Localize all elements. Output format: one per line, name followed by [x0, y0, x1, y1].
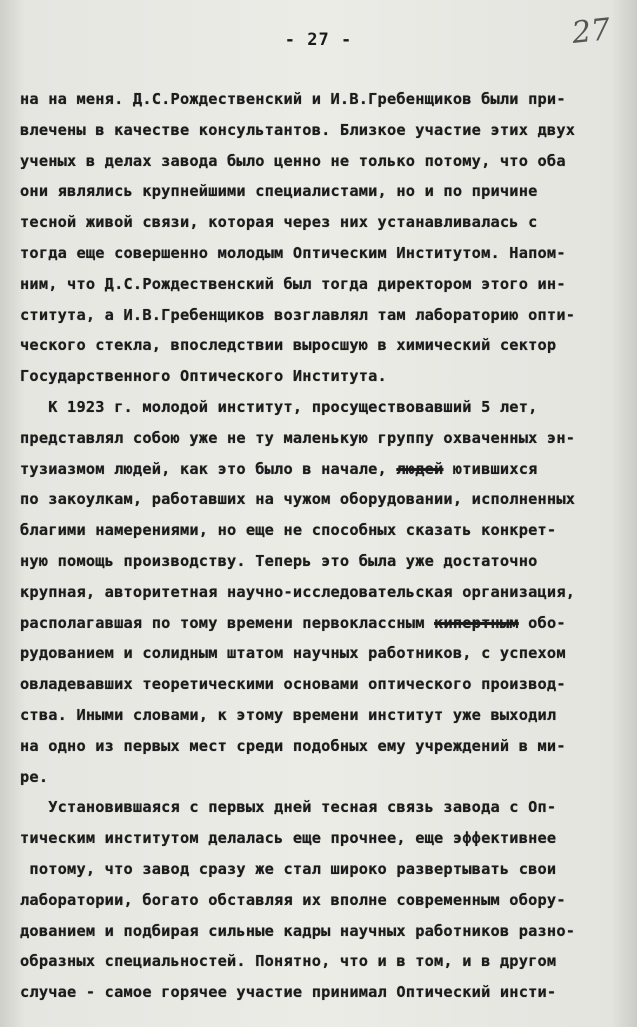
- text-line: [20, 367, 387, 385]
- line-text: благими намерениями, но еще не способных сказать конкрет-: [20, 521, 557, 540]
- line-text: ним, что Д.С.Рождественский был тогда директором этого ин-: [20, 274, 566, 293]
- text-line: [20, 768, 48, 786]
- line-text: ную помощь производству. Теперь это была уже достаточно: [20, 552, 538, 570]
- line-text: представлял собою уже не ту маленькую группу охваченных эн-: [20, 428, 576, 447]
- line-text: они являлись крупнейшими специалистами, но и по причине: [20, 182, 538, 201]
- line-text: рудованием и солидным штатом научных работников, с успехом: [20, 644, 566, 663]
- line-text: случае - самое горячее участие принимал Оптический инсти-: [20, 983, 557, 1002]
- text-line: [20, 398, 538, 416]
- text-line: [20, 860, 556, 878]
- text-line: [20, 306, 575, 324]
- line-text: тесной живой связи, которая через них устанавливалась с: [20, 213, 538, 232]
- text-line: [20, 460, 538, 478]
- text-line: [20, 213, 538, 231]
- page-number: - 27 -: [284, 30, 353, 50]
- text-line: [20, 429, 575, 447]
- text-line: [20, 737, 566, 755]
- text-line: [20, 490, 575, 508]
- text-line: [20, 521, 556, 539]
- text-line: [20, 90, 566, 108]
- line-text: ститута, а И.В.Гребенщиков возглавлял там лабораторию опти-: [20, 305, 576, 324]
- text-line: [20, 952, 556, 970]
- text-line: [20, 275, 566, 293]
- text-line: [20, 706, 556, 724]
- text-line: [20, 614, 566, 632]
- line-text: Государственного Оптического Института.: [20, 367, 387, 386]
- line-text: ре.: [20, 767, 49, 786]
- text-line: [20, 798, 556, 816]
- line-text: К 1923 г. молодой институт, просуществовавший 5 лет,: [20, 398, 538, 416]
- text-line: [20, 583, 575, 601]
- line-text: лаборатории, богато обставляя их вполне современным обору-: [20, 890, 566, 909]
- line-text: тическим институтом делалась еще прочнее, еще эффективнее: [20, 829, 557, 848]
- text-line: [20, 121, 575, 139]
- line-text: располагавшая по тому времени первоклассным: [20, 613, 435, 632]
- text-line: [20, 829, 556, 847]
- text-line: [20, 983, 556, 1001]
- line-text: на одно из первых мест среди подобных ему учреждений в ми-: [20, 736, 566, 755]
- line-text: тогда еще совершенно молодым Оптическим Институтом. Напом-: [20, 244, 566, 262]
- text-line: [20, 552, 538, 570]
- text-line: [20, 336, 556, 354]
- line-text: крупная, авторитетная научно-исследовательская организация,: [20, 582, 576, 601]
- text-line: [20, 891, 566, 909]
- line-text: овладевавших теоретическими основами оптического производ-: [20, 675, 566, 694]
- line-text: потому, что завод сразу же стал широко развертывать свои: [20, 860, 557, 878]
- line-text: Установившаяся с первых дней тесная связь завода с Оп-: [20, 798, 557, 817]
- text-line: [20, 152, 566, 170]
- line-text: ученых в делах завода было ценно не только потому, что оба: [20, 151, 566, 170]
- struck-word: кипертным: [434, 613, 519, 632]
- line-text: ютившихся: [443, 459, 538, 478]
- line-text: образных специальностей. Понятно, что и в том, и в другом: [20, 952, 557, 971]
- line-text: по закоулкам, работавших на чужом оборудовании, исполненных: [20, 490, 576, 509]
- struck-word: людей: [396, 459, 444, 478]
- line-text: обо-: [518, 613, 566, 632]
- text-line: [20, 182, 538, 200]
- line-text: ческого стекла, впоследствии выросшую в химический сектор: [20, 336, 557, 355]
- handwritten-page-number: 27: [570, 12, 612, 51]
- line-text: тузиазмом людей, как это было в начале,: [20, 459, 397, 478]
- text-line: [20, 644, 566, 662]
- line-text: на на меня. Д.С.Рождественский и И.В.Гребенщиков были при-: [20, 90, 566, 108]
- line-text: влечены в качестве консультантов. Близкое участие этих двух: [20, 120, 576, 139]
- line-text: ства. Иными словами, к этому времени институт уже выходил: [20, 706, 557, 724]
- text-line: [20, 675, 566, 693]
- line-text: дованием и подбирая сильные кадры научных работников разно-: [20, 921, 576, 940]
- text-line: [20, 244, 566, 262]
- text-line: [20, 922, 575, 940]
